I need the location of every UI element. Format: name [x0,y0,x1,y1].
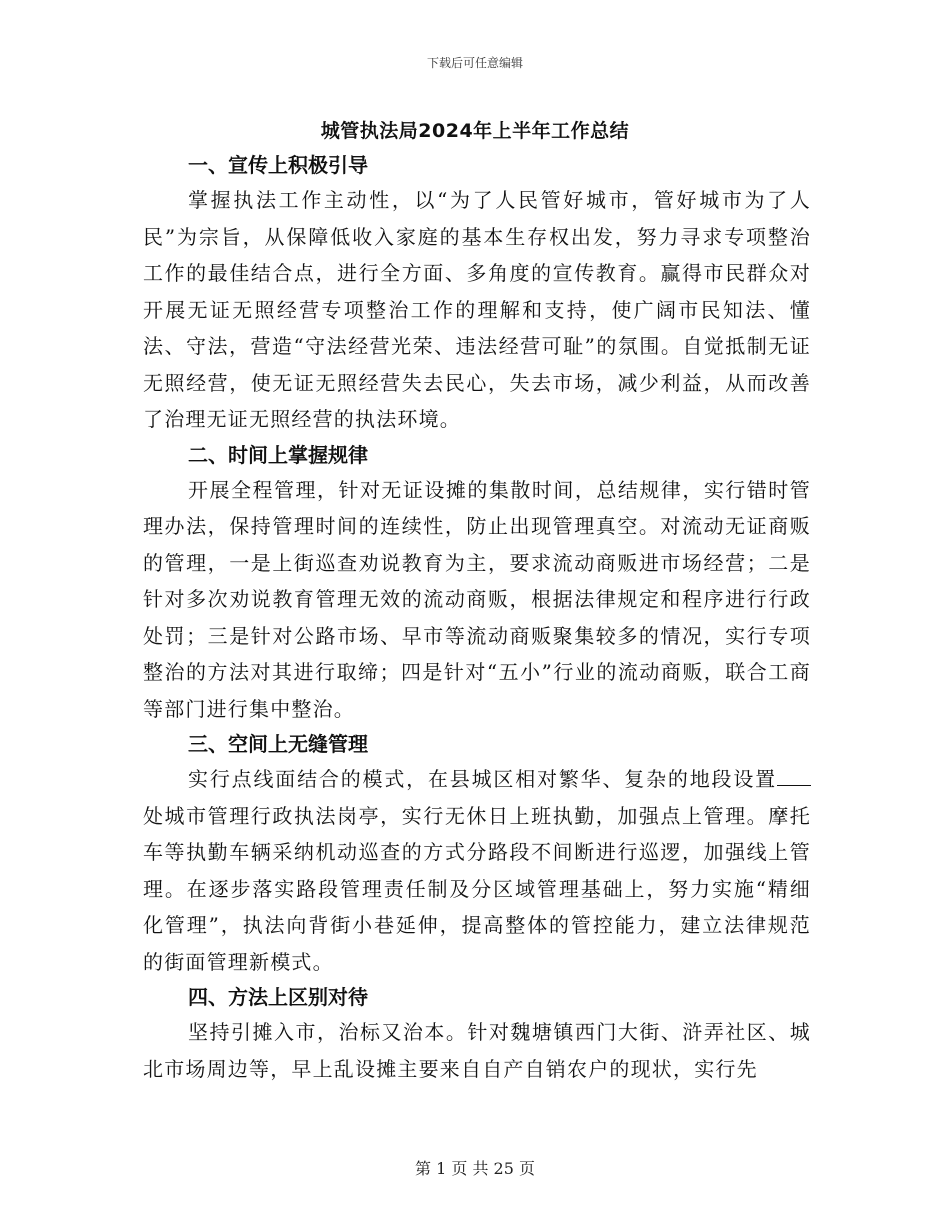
paragraph-text-after-blank: 处城市管理行政执法岗亭，实行无休日上班执勤，加强点上管理。摩托车等执勤车辆采纳机动巡查的方式分路段不间断进行巡逻，加强线上管理。在逐步落实路段管理责任制及分区域管理基础上，努力实施“精细化管理”，执法向背街小巷延伸，提高整体的管控能力，建立法律规范的街面管理新模式。 [143,803,811,974]
section-heading: 二、时间上掌握规律 [188,442,368,467]
section-1 [143,148,811,438]
page-number-footer: 第 1 页 共 25 页 [415,1159,535,1178]
page-header-note: 下载后可任意编辑 [426,56,523,70]
section-heading: 四、方法上区别对待 [188,985,368,1009]
fill-in-blank [777,767,811,786]
paragraph-text-before-blank: 实行点线面结合的模式，在县城区相对繁华、复杂的地段设置 [188,767,777,791]
document-body [143,148,811,1087]
section-2 [143,438,811,728]
section-heading: 三、空间上无缝管理 [188,732,368,756]
section-heading: 一、宣传上积极引导 [188,153,368,177]
section-paragraph: 掌握执法工作主动性，以“为了人民管好城市，管好城市为了人民”为宗旨，从保障低收入家庭的基本生存权出发，努力寻求专项整治工作的最佳结合点，进行全方面、多角度的宣传教育。赢得市民群众对开展无证无照经营专项整治工作的理解和支持，使广阔市民知法、懂法、守法，营造“守法经营光荣、违法经营可耻”的氛围。自觉抵制无证无照经营，使无证无照经营失去民心，失去市场，减少利益，从而改善了治理无证无照经营的执法环境。 [143,188,811,431]
section-paragraph: 坚持引摊入市，治标又治本。针对魏塘镇西门大街、浒弄社区、城北市场周边等，早上乱设摊主要来自自产自销农户的现状，实行先 [143,1020,811,1081]
section-paragraph: 开展全程管理，针对无证设摊的集散时间，总结规律，实行错时管理办法，保持管理时间的连续性，防止出现管理真空。对流动无证商贩的管理，一是上街巡查劝说教育为主，要求流动商贩进市场经营；二是针对多次劝说教育管理无效的流动商贩，根据法律规定和程序进行行政处罚；三是针对公路市场、早市等流动商贩聚集较多的情况，实行专项整治的方法对其进行取缔；四是针对“五小”行业的流动商贩，联合工商等部门进行集中整治。 [143,477,811,721]
document-title: 城管执法局2024年上半年工作总结 [320,120,630,142]
section-3 [143,727,811,980]
section-paragraph [143,761,811,980]
section-4 [143,980,811,1087]
